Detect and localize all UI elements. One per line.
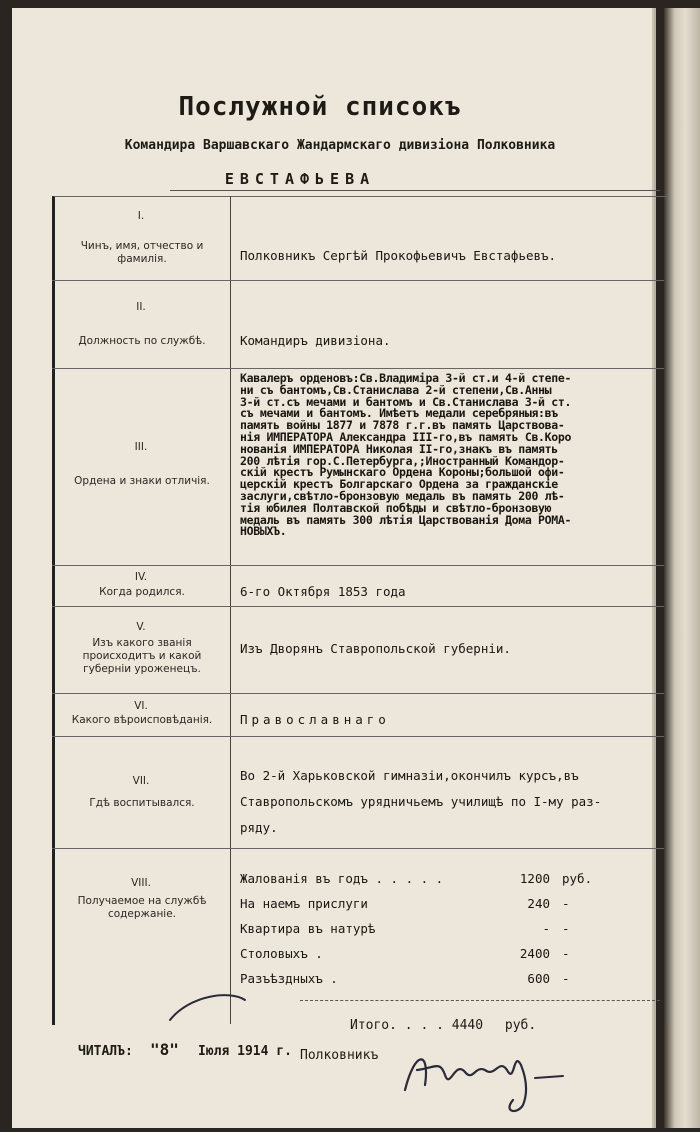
row-value-cell	[240, 373, 660, 569]
table-row	[52, 281, 664, 369]
table-row	[52, 849, 664, 1024]
salary-unit: -	[562, 946, 570, 961]
read-day: "8"	[150, 1040, 179, 1059]
row-value: Полковникъ Сергѣй Прокофьевичъ Евстафьевъ.	[240, 248, 557, 263]
award-line: память войны 1877 и 7878 г.г.въ память Царствова-	[240, 418, 565, 433]
officer-surname: ЕВСТАФЬЕВА	[224, 170, 376, 188]
row-value-cell	[240, 196, 660, 280]
table-row	[52, 196, 664, 281]
row-number: I.	[137, 210, 145, 222]
row-label: Получаемое на службѣ содержанiе.	[77, 895, 207, 920]
education-line: Ставропольскомъ урядничьемъ училищѣ по I-му раз-	[240, 794, 602, 809]
row-label-cell	[52, 281, 230, 368]
document-subtitle: Командира Варшавскаго Жандармскаго дивизiона Полковника	[124, 138, 556, 153]
salary-row	[240, 867, 660, 891]
salary-unit: -	[562, 971, 570, 986]
table-row	[52, 694, 664, 737]
row-value-cell	[240, 694, 660, 736]
signer-rank: Полковникъ	[300, 1048, 379, 1063]
total-unit: руб.	[504, 1018, 537, 1033]
row-label: Какого вѣроисповѣданiя.	[71, 714, 213, 726]
salary-value: 240	[527, 896, 550, 911]
salary-row	[240, 892, 660, 916]
salary-row	[240, 967, 660, 991]
row-label: Должность по службѣ.	[78, 335, 206, 347]
handwritten-signature	[395, 1030, 575, 1120]
document-title: Послужной списокъ	[178, 92, 462, 122]
award-line: скiй крестъ Румынскаго Ордена Короны;большой офи-	[240, 465, 565, 480]
row-label: Гдѣ воспитывался.	[89, 797, 195, 809]
row-value: Изъ Дворянъ Ставропольской губернiи.	[240, 641, 511, 656]
row-label-cell	[52, 694, 230, 736]
row-value-cell	[240, 281, 660, 368]
table-row	[52, 566, 664, 607]
row-number: II.	[136, 301, 146, 313]
row-label-cell	[52, 566, 230, 606]
row-label: Чинъ, имя, отчество и фамилiя.	[80, 240, 204, 265]
award-line: 200 лѣтiя гор.С.Петербурга,;Иностранный Командор-	[240, 453, 565, 468]
row-number: VI.	[134, 700, 148, 712]
salary-block	[240, 849, 660, 1024]
row-label: Когда родился.	[99, 586, 185, 598]
row-label: Изъ какого званiя происходитъ и какой губернiи уроженецъ.	[82, 637, 202, 675]
row-number: VII.	[132, 775, 150, 787]
salary-value: 2400	[519, 946, 550, 961]
salary-label: Столовыхъ .	[240, 946, 323, 961]
row-value-cell	[240, 737, 660, 848]
row-value-cell	[240, 607, 660, 693]
row-value: Православнаго	[240, 712, 390, 727]
page-edge	[664, 8, 700, 1128]
salary-unit: руб.	[562, 871, 593, 886]
award-line: церскiй крестъ Болгарскаго Ордена за гражданскiе	[240, 477, 558, 492]
row-label-cell	[52, 369, 230, 565]
row-value-cell	[240, 566, 660, 606]
salary-value: 1200	[519, 871, 550, 886]
salary-value: -	[542, 921, 550, 936]
award-line: съ мечами и бантомъ. Имѣетъ медали серебряныя:въ	[240, 406, 558, 421]
salary-value: 600	[527, 971, 550, 986]
read-date: Iюля 1914 г.	[198, 1044, 292, 1059]
total-label: Итого. . . .	[350, 1018, 444, 1033]
row-number: VIII.	[131, 877, 151, 889]
handwritten-day-stroke	[160, 990, 250, 1050]
total-separator	[300, 1000, 660, 1001]
row-label-cell	[52, 737, 230, 848]
row-number: III.	[134, 441, 148, 453]
read-label: ЧИТАЛЪ:	[78, 1044, 133, 1059]
award-line: Кавалеръ орденовъ:Св.Владимiра 3-й ст.и 4-й степе-	[240, 371, 572, 385]
education-line: Во 2-й Харьковской гимназiи,окончилъ курсъ,въ	[240, 768, 579, 783]
award-line: 3-й ст.съ мечами и бантомъ и Св.Станислава 3-й ст.	[240, 394, 572, 409]
salary-row	[240, 942, 660, 966]
surname-underline	[170, 190, 660, 191]
row-number: IV.	[134, 571, 148, 583]
row-label-cell	[52, 196, 230, 280]
table-row	[52, 369, 664, 566]
education-line: ряду.	[240, 820, 278, 835]
total-value: 4440	[451, 1018, 484, 1033]
row-value: Командиръ дивизiона.	[240, 333, 391, 348]
salary-row	[240, 917, 660, 941]
salary-label: Жалованiя въ годъ . . . . .	[240, 871, 444, 886]
table-row	[52, 737, 664, 849]
salary-label: Разъѣздныхъ .	[240, 971, 338, 986]
row-label: Ордена и знаки отличiя.	[74, 475, 210, 487]
award-line: тiя юбилея Полтавской побѣды и свѣтло-бронзовую	[240, 500, 552, 515]
salary-label: На наемъ прислуги	[240, 896, 368, 911]
award-line: заслуги,свѣтло-бронзовую медаль въ память 200 лѣ-	[240, 488, 565, 503]
award-line: нiя ИМПЕРАТОРА Александра III-го,въ память Св.Коро	[240, 429, 572, 444]
award-line: ни съ бантомъ,Св.Станислава 2-й степени,Св.Анны	[240, 382, 552, 397]
table-row	[52, 607, 664, 694]
row-number: V.	[136, 621, 146, 633]
row-value: 6-го Октября 1853 года	[240, 584, 406, 599]
award-line: нованiя ИМПЕРАТОРА Николая II-го,знакъ въ память	[240, 441, 558, 456]
award-line: медаль въ память 300 лѣтiя Царствованiя Дома РОМА-	[240, 512, 572, 527]
salary-label: Квартира въ натурѣ	[240, 921, 376, 936]
salary-unit: -	[562, 921, 570, 936]
row-label-cell	[52, 607, 230, 693]
salary-unit: -	[562, 896, 570, 911]
award-line: НОВЫХЪ.	[240, 524, 287, 539]
